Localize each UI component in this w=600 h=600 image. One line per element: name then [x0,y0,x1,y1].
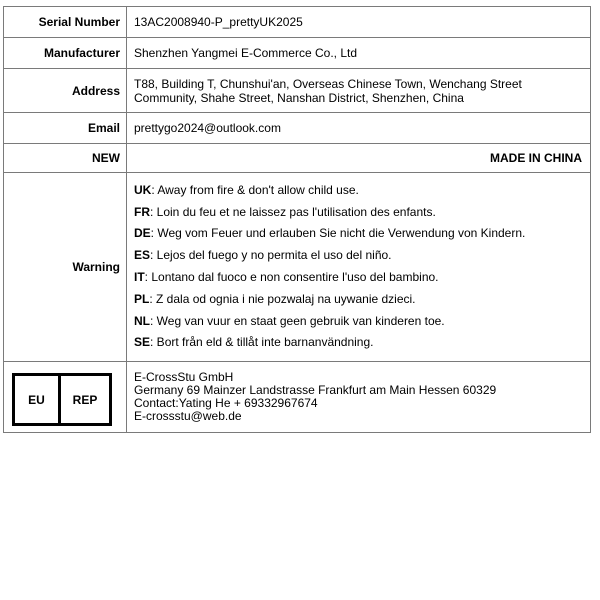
serial-number-value: 13AC2008940-P_prettyUK2025 [127,7,591,38]
warning-item-uk [134,180,584,202]
new-label: NEW [4,144,127,173]
warning-code: NL [134,313,150,328]
warning-label: Warning [4,173,127,362]
warning-text: : Away from fire & don't allow child use. [151,182,359,197]
eu-rep-contact: Contact:Yating He + 69332967674 [134,396,318,410]
warning-list [134,180,584,354]
eu-rep-symbol-cell [4,362,127,433]
eu-rep-row [4,362,591,433]
warning-code: UK [134,182,152,197]
warning-value [127,173,591,362]
warning-item-es [134,245,584,267]
warning-item-pl [134,289,584,311]
made-in-value: MADE IN CHINA [127,144,591,173]
warning-item-it [134,267,584,289]
eu-rep-email: E-crossstu@web.de [134,409,242,423]
warning-code: IT [134,270,145,284]
warning-text: : Lontano dal fuoco e non consentire l'uso del bambino. [144,270,439,284]
manufacturer-value: Shenzhen Yangmei E-Commerce Co., Ltd [127,38,591,69]
warning-text: : Lejos del fuego y no permita el uso del niño. [150,248,392,263]
eu-rep-symbol [12,373,112,426]
warning-text: : Loin du feu et ne laissez pas l'utilisation des enfants. [150,204,436,219]
eu-rep-company: E-CrossStu GmbH [134,370,234,384]
eu-box: EU [28,392,45,407]
address-line-2: Community, Shahe Street, Nanshan District, Shenzhen, China [134,90,464,105]
warning-code: PL [134,291,150,306]
email-value: prettygo2024@outlook.com [127,113,591,144]
warning-row [4,173,591,362]
warning-text: : Bort från eld & tillåt inte barnanvändning. [150,335,374,350]
eu-rep-details [127,362,591,433]
warning-text: : Weg van vuur en staat geen gebruik van kinderen toe. [150,313,445,328]
warning-item-se [134,332,584,354]
warning-item-de [134,223,584,245]
serial-number-label: Serial Number [4,7,127,38]
address-row [4,69,591,113]
new-row [4,144,591,173]
warning-item-fr [134,202,584,224]
address-value [127,69,591,113]
address-line-1: T88, Building T, Chunshui'an, Overseas Chinese Town, Wenchang Street [134,76,522,91]
warning-text: : Z dala od ognia i nie pozwalaj na uywanie dzieci. [149,291,416,306]
manufacturer-label: Manufacturer [4,38,127,69]
email-label: Email [4,113,127,144]
email-row [4,113,591,144]
warning-item-nl [134,311,584,333]
warning-code: SE [134,335,151,350]
warning-code: DE [134,226,151,241]
warning-text: : Weg vom Feuer und erlauben Sie nicht die Verwendung von Kindern. [150,226,526,241]
rep-box: REP [58,376,109,423]
warning-code: FR [134,204,150,219]
manufacturer-row [4,38,591,69]
eu-rep-address: Germany 69 Mainzer Landstrasse Frankfurt am Main Hessen 60329 [134,383,497,397]
product-label-table [3,6,591,433]
address-label: Address [4,69,127,113]
warning-code: ES [134,248,151,263]
serial-number-row [4,7,591,38]
